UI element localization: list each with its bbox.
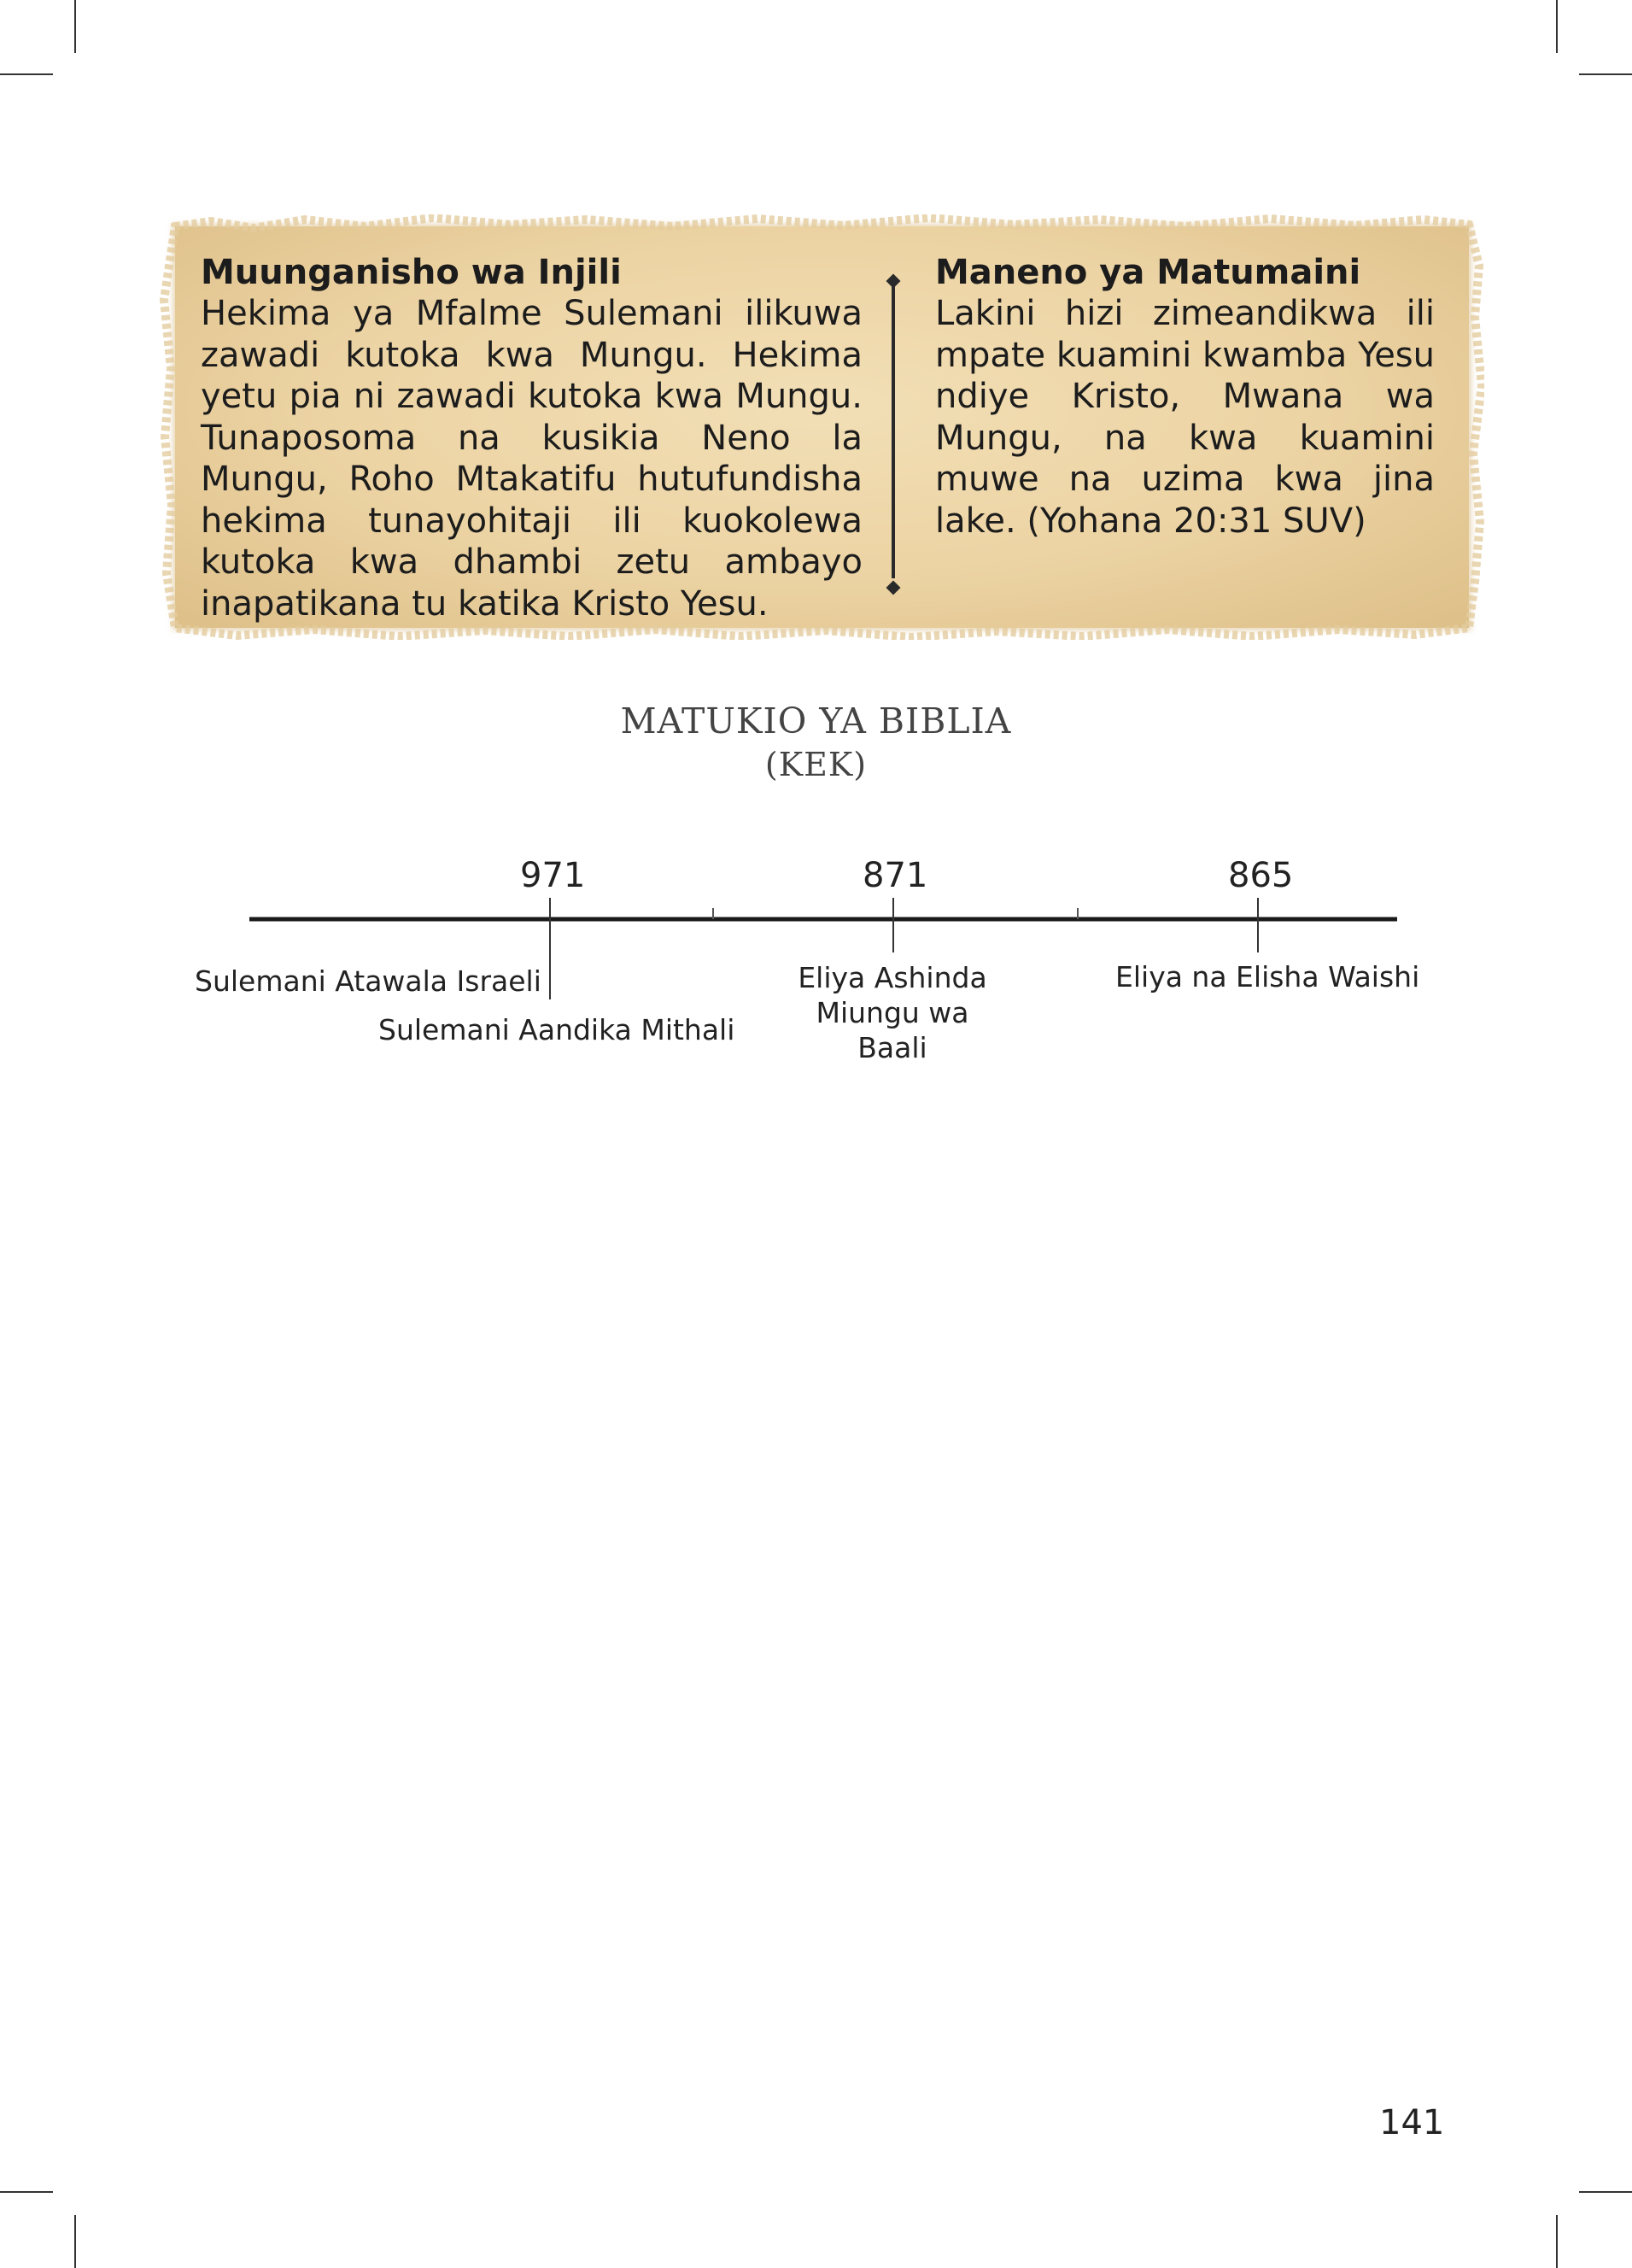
timeline-year-871: 871 bbox=[863, 856, 928, 895]
timeline-event-label: Eliya na Elisha Waishi bbox=[1115, 960, 1420, 993]
words-of-hope-text: Lakini hizi zimeandikwa ili mpate kuamini kwamba Yesu ndiye Kristo, Mwana wa Mungu, na kwa kuamini muwe na uzima kwa jina lake. (Yohana 20:31 SUV) bbox=[935, 294, 1435, 541]
timeline-event-label: Eliya Ashinda Miungu wa Baali bbox=[798, 961, 987, 1064]
timeline-title: MATUKIO YA BIBLIA bbox=[620, 700, 1012, 741]
timeline-year-971: 971 bbox=[520, 856, 586, 895]
gospel-connection-heading: Muunganisho wa Injili bbox=[201, 253, 622, 292]
timeline-event-label: Sulemani Aandika Mithali bbox=[378, 1013, 735, 1046]
timeline-event-label: Sulemani Atawala Israeli bbox=[195, 964, 541, 998]
page-number: 141 bbox=[1379, 2103, 1445, 2142]
timeline-year-865: 865 bbox=[1228, 856, 1294, 895]
gospel-connection-text: Hekima ya Mfalme Sulemani ilikuwa zawadi kutoka kwa Mungu. Hekima yetu pia ni zawadi kutoka kwa Mungu. Tunaposoma na kusikia Neno la Mungu, Roho Mtakatifu hutufundisha hekima tunayohitaji ili kuokolewa kutoka kwa dhambi zetu ambayo inapatikana tu katika Kristo Yesu. bbox=[201, 294, 863, 624]
words-of-hope-heading: Maneno ya Matumaini bbox=[935, 253, 1361, 292]
timeline-subtitle: (KEK) bbox=[764, 746, 868, 783]
